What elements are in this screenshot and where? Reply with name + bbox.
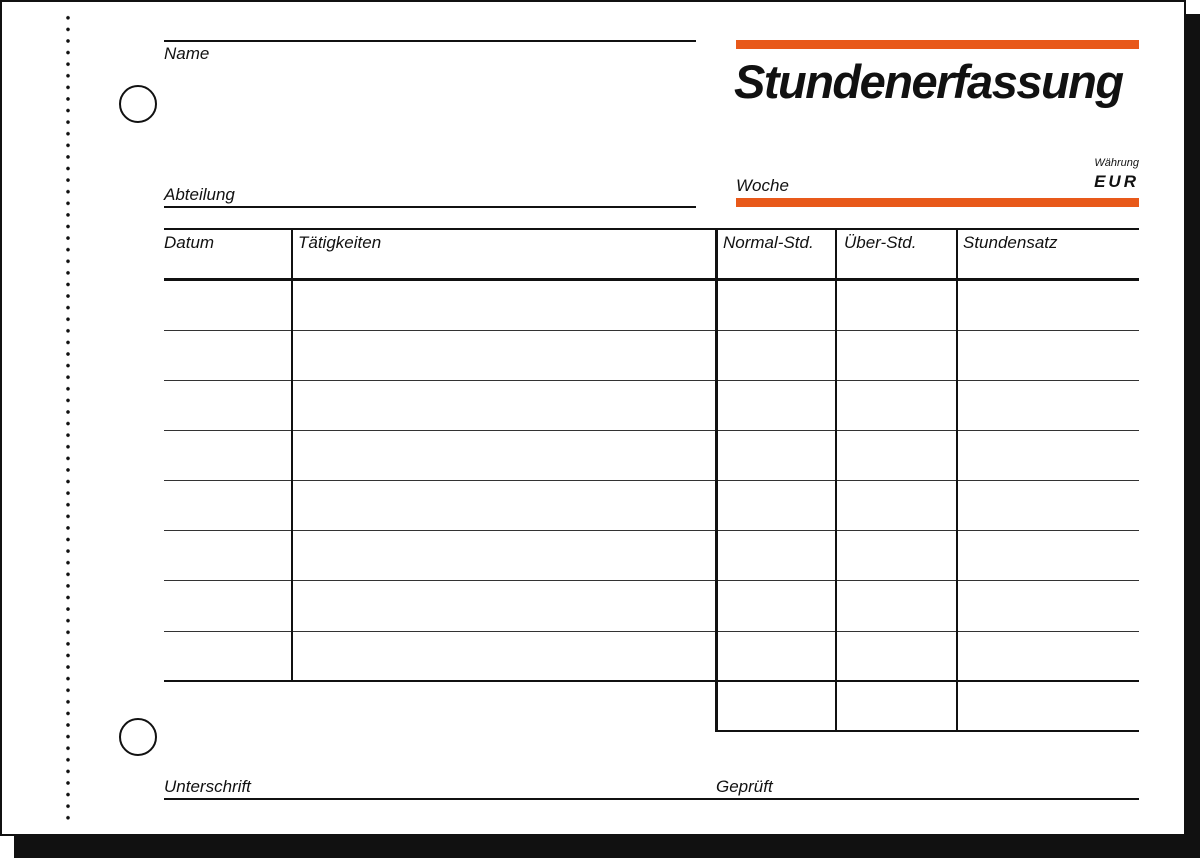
punch-hole-bottom <box>119 718 157 756</box>
signature-line[interactable] <box>164 798 1139 800</box>
geprueft-label: Geprüft <box>716 777 773 796</box>
totals-bottom-line <box>715 730 1139 732</box>
table-row[interactable] <box>164 430 1139 431</box>
table-top-line <box>164 228 1139 230</box>
col-divider-ueber <box>956 228 958 732</box>
col-divider-normal <box>835 228 837 732</box>
table-row[interactable] <box>164 330 1139 331</box>
accent-bar-top <box>736 40 1139 49</box>
unterschrift-label: Unterschrift <box>164 777 251 796</box>
perforation-line <box>66 12 70 827</box>
col-header-stundensatz: Stundensatz <box>963 233 1058 252</box>
col-divider-datum <box>291 228 293 682</box>
table-row[interactable] <box>164 380 1139 381</box>
sheet-shadow-right <box>1186 14 1200 858</box>
table-bottom-line <box>164 680 1139 682</box>
table-row[interactable] <box>164 480 1139 481</box>
table-row[interactable] <box>164 530 1139 531</box>
table-row[interactable] <box>164 580 1139 581</box>
col-header-ueber-std: Über-Std. <box>844 233 917 252</box>
table-header-divider <box>164 278 1139 281</box>
woche-label: Woche <box>736 176 789 195</box>
table-row[interactable] <box>164 631 1139 632</box>
col-divider-taetigkeiten <box>715 228 718 732</box>
col-header-normal-std: Normal-Std. <box>723 233 814 252</box>
abteilung-label: Abteilung <box>164 185 235 204</box>
col-header-taetigkeiten: Tätigkeiten <box>298 233 382 252</box>
abteilung-field-line[interactable] <box>164 206 696 208</box>
name-label: Name <box>164 44 210 63</box>
form-title: Stundenerfassung <box>734 55 1123 108</box>
currency-label: Währung <box>1094 157 1139 169</box>
currency-value: EUR <box>1094 172 1139 191</box>
col-header-datum: Datum <box>164 233 215 252</box>
punch-hole-top <box>119 85 157 123</box>
name-top-line <box>164 40 696 42</box>
accent-bar-bottom <box>736 198 1139 207</box>
sheet-shadow-bottom <box>14 836 1200 858</box>
